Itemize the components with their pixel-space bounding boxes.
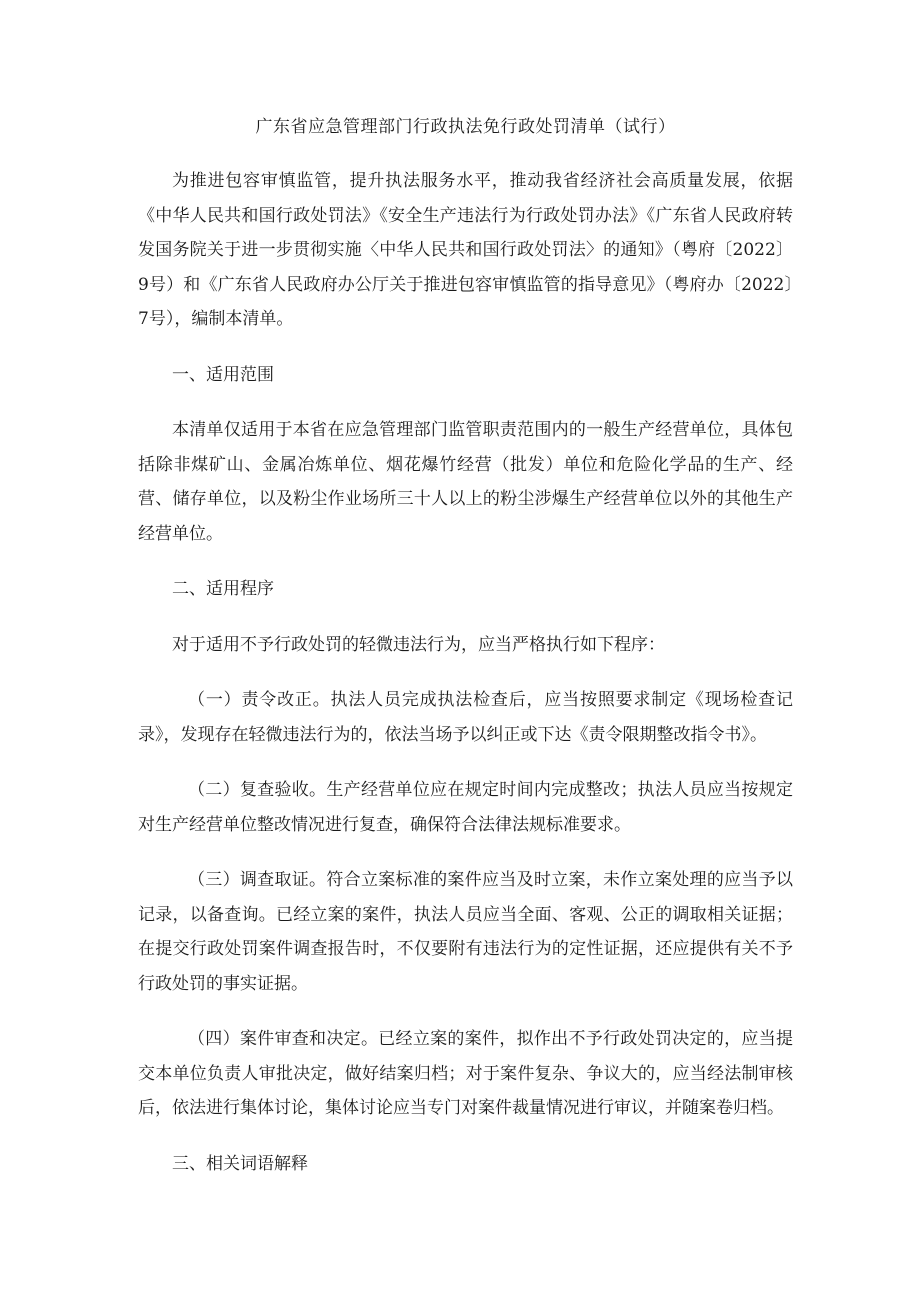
procedure-step-3: （三）调查取证。符合立案标准的案件应当及时立案，未作立案处理的应当予以记录，以备查询。已经立案的案件，执法人员应当全面、客观、公正的调取相关证据；在提交行政处罚案件调查报告时，不仅要附有违法行为的定性证据，还应提供有关不予行政处罚的事实证据。 — [138, 870, 793, 994]
section-heading-terms: 三、相关词语解释 — [172, 1153, 308, 1174]
procedure-step-2: （二）复查验收。生产经营单位应在规定时间内完成整改；执法人员应当按规定对生产经营单位整改情况进行复查，确保符合法律法规标准要求。 — [138, 780, 793, 835]
scope-paragraph: 本清单仅适用于本省在应急管理部门监管职责范围内的一般生产经营单位，具体包括除非煤矿山、金属冶炼单位、烟花爆竹经营（批发）单位和危险化学品的生产、经营、储存单位，以及粉尘作业场所三十人以上的粉尘涉爆生产经营单位以外的其他生产经营单位。 — [138, 420, 793, 544]
procedure-step-1: （一）责令改正。执法人员完成执法检查后，应当按照要求制定《现场检查记录》，发现存在轻微违法行为的，依法当场予以纠正或下达《责令限期整改指令书》。 — [138, 690, 793, 745]
section-heading-procedure: 二、适用程序 — [172, 579, 274, 599]
procedure-intro-paragraph: 对于适用不予行政处罚的轻微违法行为，应当严格执行如下程序： — [172, 634, 665, 655]
document-title: 广东省应急管理部门行政执法免行政处罚清单（试行） — [255, 117, 676, 137]
section-heading-scope: 一、适用范围 — [172, 364, 274, 385]
procedure-step-4: （四）案件审查和决定。已经立案的案件，拟作出不予行政处罚决定的，应当提交本单位负责人审批决定，做好结案归档；对于案件复杂、争议大的，应当经法制审核后，依法进行集体讨论，集体讨论应当专门对案件裁量情况进行审议，并随案卷归档。 — [138, 1029, 793, 1118]
intro-paragraph: 为推进包容审慎监管，提升执法服务水平，推动我省经济社会高质量发展，依据《中华人民共和国行政处罚法》《安全生产违法行为行政处罚办法》《广东省人民政府转发国务院关于进一步贯彻实施〈中华人民共和国行政处罚法〉的通知》（粤府〔2022〕9号）和《广东省人民政府办公厅关于推进包容审慎监管的指导意见》（粤府办〔2022〕7号），编制本清单。 — [138, 171, 793, 329]
document-page — [138, 112, 793, 1202]
